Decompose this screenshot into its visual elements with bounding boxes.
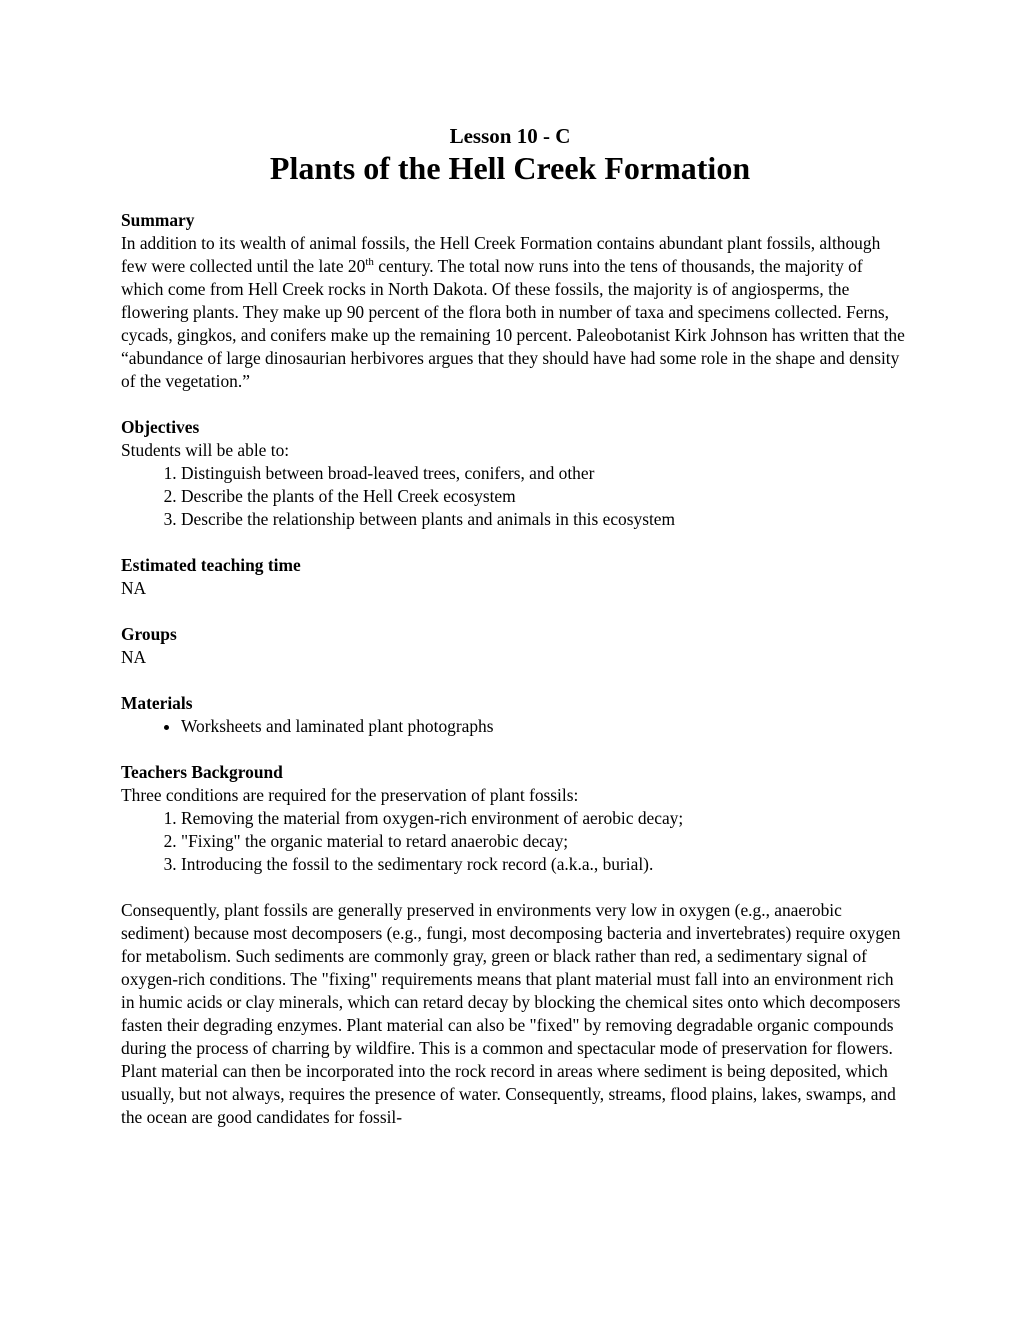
materials-list xyxy=(121,715,906,738)
list-item: 3. Describe the relationship between plants and animals in this ecosystem xyxy=(181,508,906,531)
background-list xyxy=(121,807,906,876)
background-intro: Three conditions are required for the preservation of plant fossils: xyxy=(121,785,579,805)
objectives-heading: Objectives xyxy=(121,417,200,437)
teaching-time-heading: Estimated teaching time xyxy=(121,555,301,575)
background-heading: Teachers Background xyxy=(121,762,283,782)
page-title: Plants of the Hell Creek Formation xyxy=(269,150,751,186)
document-body xyxy=(121,209,906,1129)
list-item: 1. Removing the material from oxygen-rich environment of aerobic decay; xyxy=(181,807,906,830)
materials-heading: Materials xyxy=(121,693,193,713)
objectives-section xyxy=(121,416,906,531)
teaching-time-section xyxy=(121,554,906,600)
teaching-time-value: NA xyxy=(121,578,147,598)
background-section xyxy=(121,761,906,876)
summary-section xyxy=(121,209,906,393)
list-item: 2. "Fixing" the organic material to retard anaerobic decay; xyxy=(181,830,906,853)
list-item: 3. Introducing the fossil to the sedimentary rock record (a.k.a., burial). xyxy=(181,853,906,876)
objectives-list xyxy=(121,462,906,531)
list-item: 2. Describe the plants of the Hell Creek ecosystem xyxy=(181,485,906,508)
summary-heading: Summary xyxy=(121,210,195,230)
summary-text xyxy=(121,232,906,393)
background-paragraph: Consequently, plant fossils are generally preserved in environments very low in oxygen (e.g., anaerobic sediment) because most decomposers (e.g., fungi, most decomposing bacteria and invertebrates) require oxygen for metabolism. Such sediments are commonly gray, green or black rather than red, a sedimentary signal of oxygen-rich conditions. The "fixing" requirements means that plant material must fall into an environment rich in humic acids or clay minerals, which can retard decay by blocking the chemical sites onto which decomposers fasten their degrading enzymes. Plant material can also be "fixed" by removing degradable organic compounds during the process of charring by wildfire. This is a common and spectacular mode of preservation for flowers. Plant material can then be incorporated into the rock record in areas where sediment is being deposited, which usually, but not always, requires the presence of water. Consequently, streams, flood plains, lakes, swamps, and the ocean are good candidates for fossil- xyxy=(121,900,901,1127)
lesson-label: Lesson 10 - C xyxy=(449,124,571,148)
summary-text-part2: century. The total now runs into the tens of thousands, the majority of which come from Hell Creek rocks in North Dakota. Of these fossils, the majority is of angiosperms, the flowering plants. They make up 90 percent of the flora both in number of taxa and specimens collected. Ferns, cycads, gingkos, and conifers make up the remaining 10 percent. Paleobotanist Kirk Johnson has written that the “abundance of large dinosaurian herbivores argues that they should have had some role in the shape and density of the vegetation.” xyxy=(121,256,905,391)
list-item: 1. Distinguish between broad-leaved trees, conifers, and other xyxy=(181,462,906,485)
materials-section xyxy=(121,692,906,738)
list-item: • Worksheets and laminated plant photographs xyxy=(181,715,906,738)
summary-superscript: th xyxy=(365,256,374,269)
groups-value: NA xyxy=(121,647,147,667)
objectives-intro: Students will be able to: xyxy=(121,440,290,460)
groups-section xyxy=(121,623,906,669)
groups-heading: Groups xyxy=(121,624,177,644)
summary-text-part1: In addition to its wealth of animal fossils, the Hell Creek Formation contains abundant plant fossils, although few were collected until the late 20 xyxy=(121,233,881,276)
